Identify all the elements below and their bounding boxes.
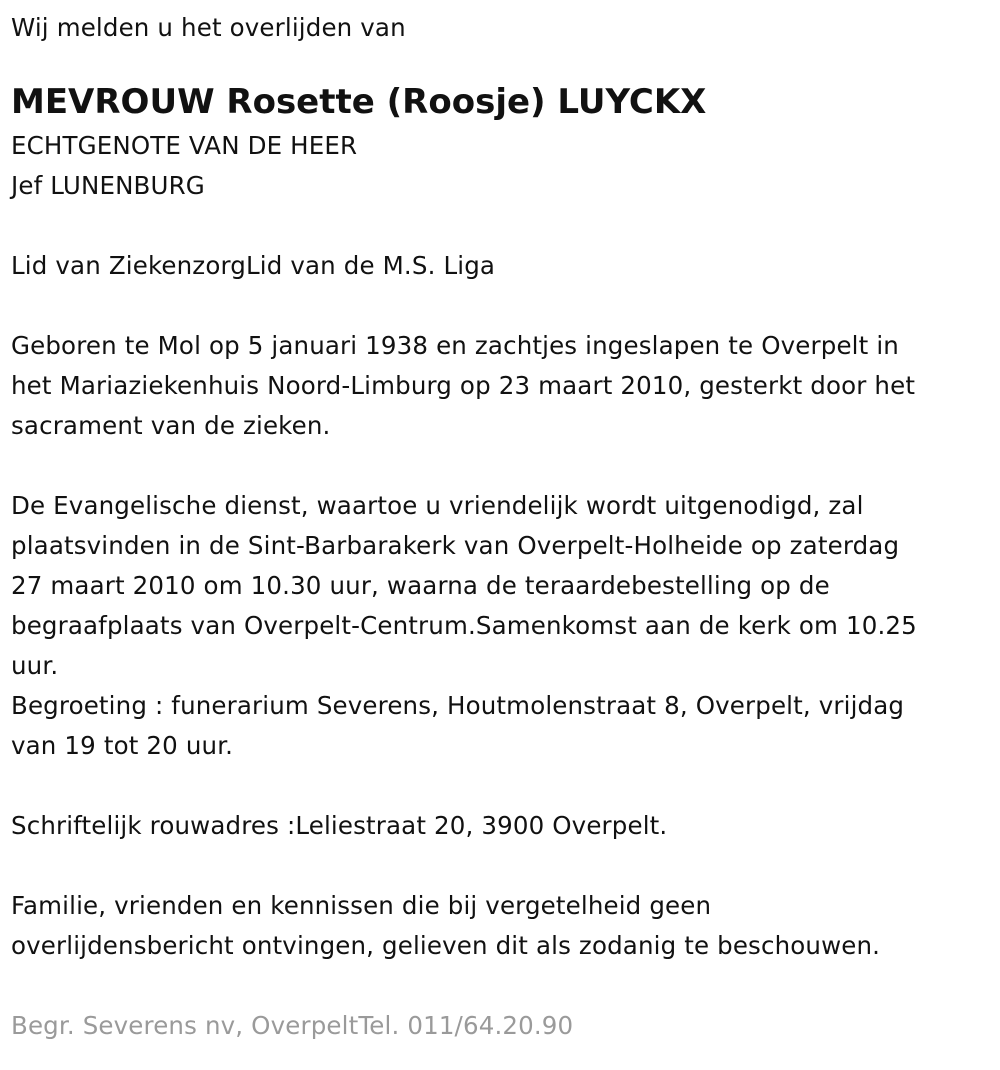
spacer — [11, 846, 991, 886]
spouse-label: ECHTGENOTE VAN DE HEER — [11, 131, 358, 160]
visitation-line: Begroeting : funerarium Severens, Houtmolenstraat 8, Overpelt, vrijdag — [11, 691, 905, 720]
service-line: plaatsvinden in de Sint-Barbarakerk van Overpelt-Holheide op zaterdag — [11, 531, 900, 560]
spacer — [11, 966, 991, 1006]
service-line: De Evangelische dienst, waartoe u vriendelijk wordt uitgenodigd, zal — [11, 491, 864, 520]
mourning-address: Schriftelijk rouwadres :Leliestraat 20, 3900 Overpelt. — [11, 811, 668, 840]
intro-text: Wij melden u het overlijden van — [11, 13, 406, 42]
spacer — [11, 766, 991, 806]
spouse-name: Jef LUNENBURG — [11, 171, 205, 200]
deceased-name: MEVROUW Rosette (Roosje) LUYCKX — [11, 82, 707, 122]
spacer — [11, 446, 991, 486]
closing-line: overlijdensbericht ontvingen, gelieven dit als zodanig te beschouwen. — [11, 931, 881, 960]
birth-death-paragraph — [11, 326, 991, 446]
birth-death-line: het Mariaziekenhuis Noord-Limburg op 23 maart 2010, gesterkt door het — [11, 371, 916, 400]
closing-paragraph — [11, 886, 991, 966]
birth-death-line: Geboren te Mol op 5 januari 1938 en zachtjes ingeslapen te Overpelt in — [11, 331, 899, 360]
service-line: begraafplaats van Overpelt-Centrum.Samenkomst aan de kerk om 10.25 — [11, 611, 917, 640]
spacer — [11, 286, 991, 326]
visitation-paragraph — [11, 686, 991, 766]
funeral-home-footer: Begr. Severens nv, OverpeltTel. 011/64.20.90 — [11, 1011, 574, 1040]
visitation-line: van 19 tot 20 uur. — [11, 731, 234, 760]
birth-death-line: sacrament van de zieken. — [11, 411, 331, 440]
service-line: 27 maart 2010 om 10.30 uur, waarna de teraardebestelling op de — [11, 571, 830, 600]
closing-line: Familie, vrienden en kennissen die bij vergetelheid geen — [11, 891, 712, 920]
spacer — [11, 206, 991, 246]
service-line: uur. — [11, 651, 59, 680]
death-notice — [11, 8, 991, 1046]
service-paragraph — [11, 486, 991, 686]
memberships-text: Lid van ZiekenzorgLid van de M.S. Liga — [11, 251, 496, 280]
